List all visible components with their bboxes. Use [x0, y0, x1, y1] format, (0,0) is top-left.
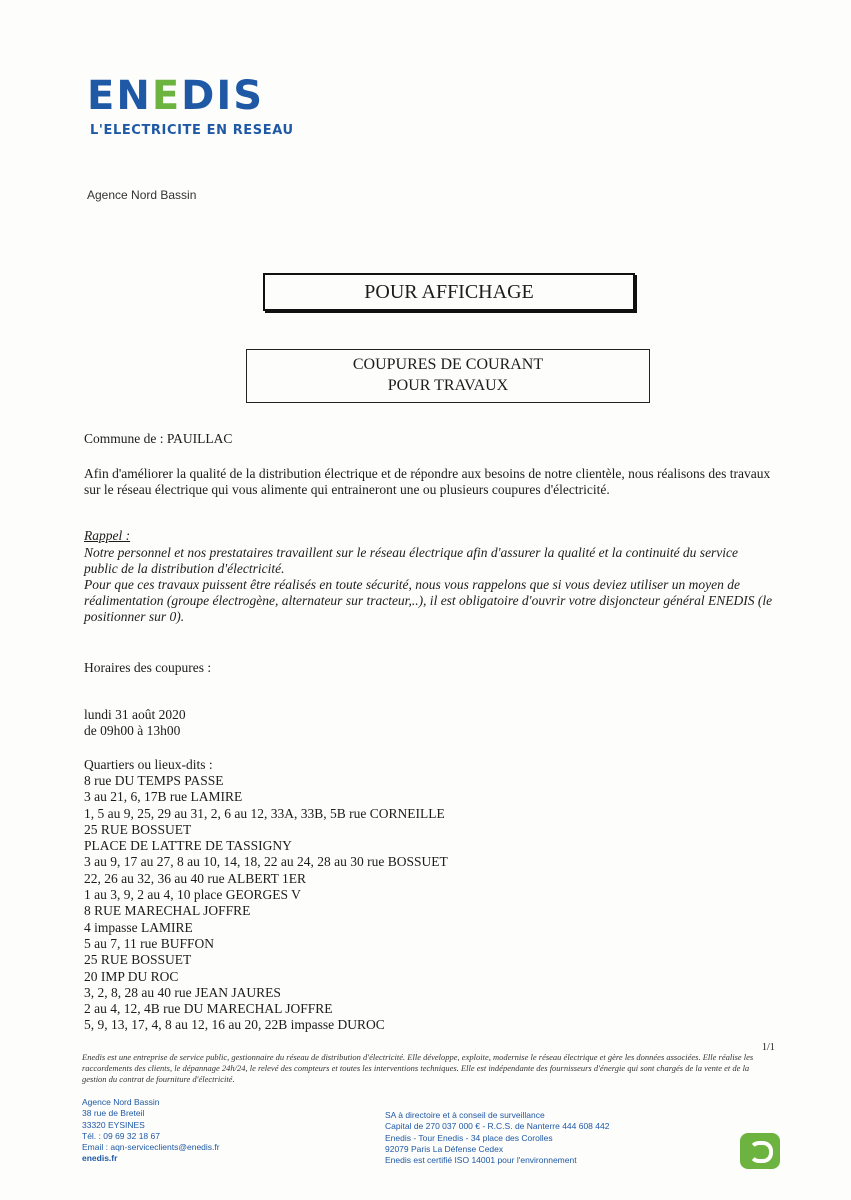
- rappel-body: [84, 545, 774, 625]
- list-item: 3 au 9, 17 au 27, 8 au 10, 14, 18, 22 au 24, 28 au 30 rue BOSSUET: [84, 854, 448, 870]
- outage-date: [84, 707, 186, 739]
- list-item: 3, 2, 8, 28 au 40 rue JEAN JAURES: [84, 984, 281, 1000]
- subtitle-box: [246, 349, 650, 403]
- rappel-paragraph-1: Notre personnel et nos prestataires travaillent sur le réseau électrique afin d'assurer la qualité et la continuité du service public de la distribution d'électricité.: [84, 545, 739, 576]
- rappel-paragraph-2: Pour que ces travaux puissent être réalisés en toute sécurité, nous vous rappelons que si vous deviez utiliser un moyen de réalimentation (groupe électrogène, alternateur sur tracteur,..), il est obligatoire d'ouvrir votre disjoncteur général ENEDIS (le positionner sur 0).: [84, 577, 773, 624]
- commune: Commune de : PAUILLAC: [84, 431, 233, 446]
- legal-line: Enedis - Tour Enedis - 34 place des Corolles: [385, 1132, 553, 1143]
- legal-line: Enedis est certifié ISO 14001 pour l'environnement: [385, 1155, 577, 1166]
- email-link[interactable]: Email : aqn-serviceclients@enedis.fr: [82, 1142, 220, 1153]
- list-item: 1 au 3, 9, 2 au 4, 10 place GEORGES V: [84, 887, 301, 903]
- list-item: 8 rue DU TEMPS PASSE: [84, 773, 224, 788]
- page-number: 1/1: [762, 1042, 775, 1053]
- agency-name: Agence Nord Bassin: [87, 188, 197, 202]
- legal-line: SA à directoire et à conseil de surveillance: [385, 1110, 545, 1120]
- list-item: 5, 9, 13, 17, 4, 8 au 12, 16 au 20, 22B impasse DUROC: [84, 1017, 385, 1033]
- address-line: 38 rue de Breteil: [82, 1108, 145, 1119]
- outage-day: lundi 31 août 2020: [84, 707, 186, 722]
- subtitle-line-1: COUPURES DE COURANT: [352, 356, 544, 374]
- legal-line: 92079 Paris La Défense Cedex: [385, 1143, 504, 1154]
- subtitle-line-2: POUR TRAVAUX: [387, 377, 509, 394]
- list-item: 22, 26 au 32, 36 au 40 rue ALBERT 1ER: [84, 870, 307, 886]
- address-line: 33320 EYSINES: [82, 1119, 145, 1130]
- list-item: 25 RUE BOSSUET: [84, 821, 192, 837]
- quartiers-list: [84, 773, 448, 1034]
- footer-note: Enedis est une entreprise de service public, gestionnaire du réseau de distribution d'électricité. Elle développe, exploite, modernise le réseau électrique et gère les données associées. Elle réalise les raccordements des clients, le dépannage 24h/24, le relevé des compteurs et toutes les interventions techniques. Elle est indépendante des fournisseurs d'énergie qui sont chargés de la vente et de la gestion du contrat de fourniture d'électricité.: [82, 1052, 754, 1084]
- rappel-heading: Rappel :: [84, 528, 131, 543]
- enedis-logo: ENEDIS: [87, 73, 265, 119]
- website-link[interactable]: enedis.fr: [82, 1153, 118, 1164]
- list-item: PLACE DE LATTRE DE TASSIGNY: [84, 838, 292, 854]
- outage-time: de 09h00 à 13h00: [84, 723, 181, 738]
- list-item: 20 IMP DU ROC: [84, 968, 179, 984]
- list-item: 1, 5 au 9, 25, 29 au 31, 2, 6 au 12, 33A, 33B, 5B rue CORNEILLE: [84, 805, 445, 821]
- list-item: 8 RUE MARECHAL JOFFRE: [84, 903, 251, 919]
- list-item: 2 au 4, 12, 4B rue DU MARECHAL JOFFRE: [84, 1001, 333, 1017]
- intro-paragraph: Afin d'améliorer la qualité de la distribution électrique et de répondre aux besoins de notre clientèle, nous réalisons des travaux sur le réseau électrique qui vous alimente qui entraineront une ou plusieurs coupures d'électricité.: [84, 466, 771, 497]
- list-item: 25 RUE BOSSUET: [84, 952, 192, 968]
- logo-tagline: L'ELECTRICITE EN RESEAU: [90, 123, 294, 138]
- legal-line: Capital de 270 037 000 € - R.C.S. de Nanterre 444 608 442: [385, 1121, 610, 1132]
- legal-info: [385, 1110, 609, 1166]
- list-item: 5 au 7, 11 rue BUFFON: [84, 935, 214, 951]
- title-box: [263, 273, 635, 311]
- list-item: 4 impasse LAMIRE: [84, 919, 193, 935]
- list-item: 3 au 21, 6, 17B rue LAMIRE: [84, 789, 243, 805]
- agency-address: [82, 1097, 220, 1165]
- quartiers-label: Quartiers ou lieux-dits :: [84, 757, 213, 772]
- enedis-e-icon: [740, 1133, 780, 1169]
- horaires-label: Horaires des coupures :: [84, 660, 212, 675]
- page-title: POUR AFFICHAGE: [364, 280, 534, 303]
- address-line: Tél. : 09 69 32 18 67: [82, 1130, 160, 1141]
- address-line: Agence Nord Bassin: [82, 1097, 160, 1107]
